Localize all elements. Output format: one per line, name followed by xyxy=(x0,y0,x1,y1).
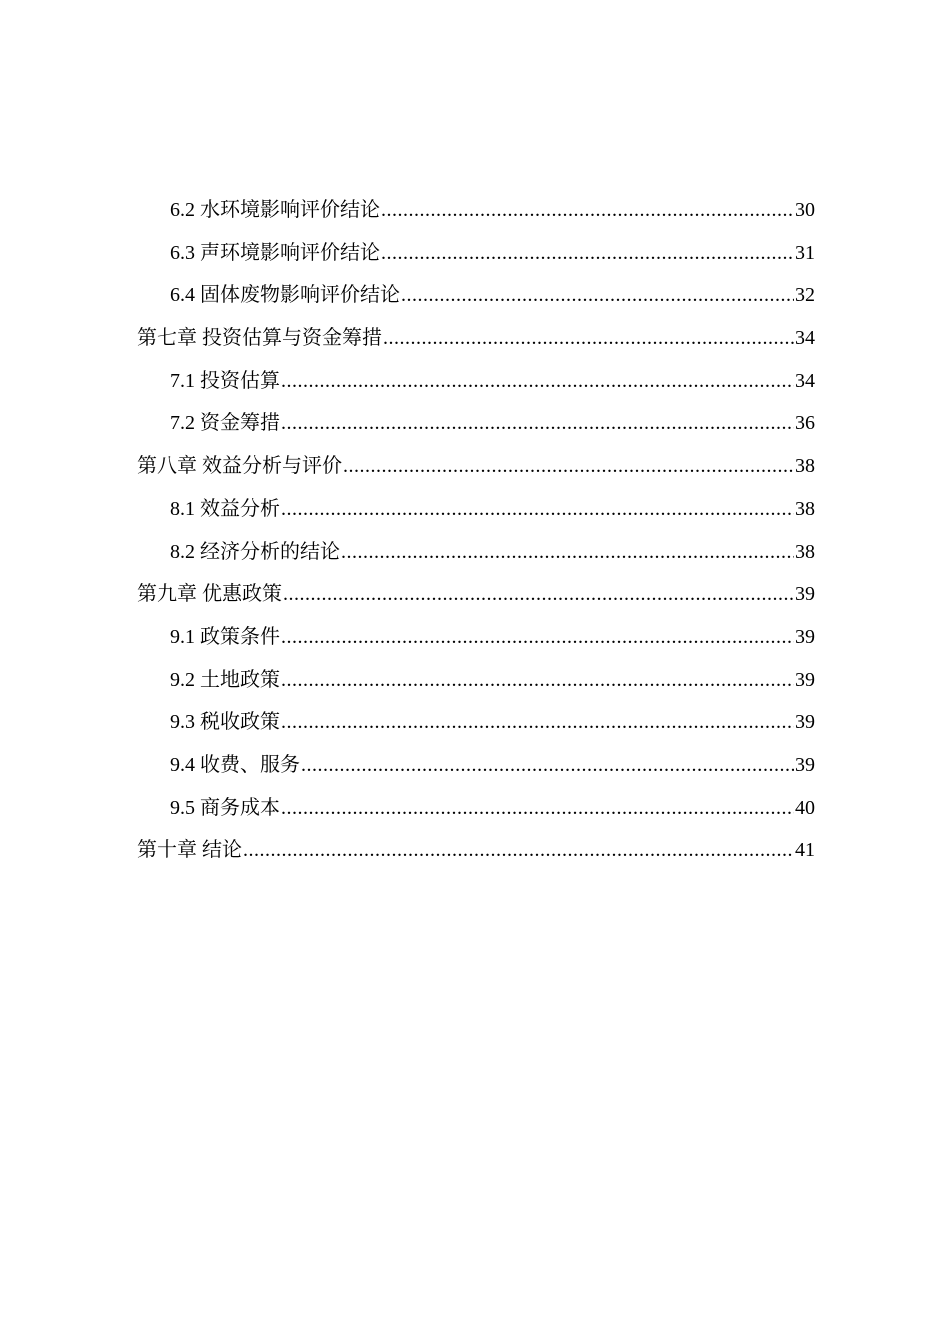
toc-page-number: 38 xyxy=(795,540,815,563)
toc-page-number: 36 xyxy=(795,412,815,435)
toc-dot-leader xyxy=(281,787,794,830)
toc-dot-leader xyxy=(281,360,794,403)
toc-entry-label: 第七章 投资估算与资金筹措 xyxy=(137,317,383,360)
toc-page-number: 40 xyxy=(795,796,815,819)
toc-entry-label: 6.4 固体废物影响评价结论 xyxy=(170,274,401,317)
toc-page-number: 39 xyxy=(795,583,815,606)
toc-entry-6-2[interactable] xyxy=(137,189,815,232)
toc-entry-6-3[interactable] xyxy=(137,232,815,275)
toc-dot-leader xyxy=(301,744,794,787)
toc-page-number: 34 xyxy=(795,327,815,350)
toc-entry-label: 6.3 声环境影响评价结论 xyxy=(170,232,381,275)
toc-dot-leader xyxy=(243,829,794,872)
toc-entry-label: 第十章 结论 xyxy=(137,829,243,872)
toc-dot-leader xyxy=(343,445,794,488)
toc-dot-leader xyxy=(381,232,794,275)
toc-entry-8-1[interactable] xyxy=(137,488,815,531)
toc-entry-label: 9.4 收费、服务 xyxy=(170,744,301,787)
toc-entry-label: 8.1 效益分析 xyxy=(170,488,281,531)
toc-page-number: 38 xyxy=(795,497,815,520)
toc-entry-label: 6.2 水环境影响评价结论 xyxy=(170,189,381,232)
toc-page-number: 39 xyxy=(795,753,815,776)
toc-page-number: 39 xyxy=(795,625,815,648)
toc-entry-chapter-10[interactable] xyxy=(137,829,815,872)
toc-dot-leader xyxy=(281,659,794,702)
toc-entry-chapter-7[interactable] xyxy=(137,317,815,360)
toc-dot-leader xyxy=(383,317,794,360)
toc-entry-9-1[interactable] xyxy=(137,616,815,659)
toc-dot-leader xyxy=(283,573,794,616)
toc-entry-7-2[interactable] xyxy=(137,402,815,445)
toc-dot-leader xyxy=(281,701,794,744)
toc-page-number: 32 xyxy=(795,284,815,307)
toc-entry-9-4[interactable] xyxy=(137,744,815,787)
toc-page-number: 30 xyxy=(795,199,815,221)
toc-dot-leader xyxy=(281,488,794,531)
toc-entry-label: 9.5 商务成本 xyxy=(170,787,281,830)
toc-entry-7-1[interactable] xyxy=(137,360,815,403)
toc-entry-label: 第九章 优惠政策 xyxy=(137,573,283,616)
toc-entry-chapter-8[interactable] xyxy=(137,445,815,488)
toc-entry-label: 第八章 效益分析与评价 xyxy=(137,445,343,488)
toc-entry-chapter-9[interactable] xyxy=(137,573,815,616)
toc-page-number: 31 xyxy=(795,241,815,264)
toc-page-number: 39 xyxy=(795,668,815,691)
toc-entry-9-2[interactable] xyxy=(137,659,815,702)
toc-page-number: 34 xyxy=(795,369,815,392)
toc-entry-label: 9.2 土地政策 xyxy=(170,659,281,702)
toc-entry-9-3[interactable] xyxy=(137,701,815,744)
toc-entry-label: 8.2 经济分析的结论 xyxy=(170,531,341,574)
toc-entry-label: 7.1 投资估算 xyxy=(170,360,281,403)
toc-dot-leader xyxy=(341,531,794,574)
toc-entry-6-4[interactable] xyxy=(137,274,815,317)
toc-entry-9-5[interactable] xyxy=(137,787,815,830)
toc-page-number: 38 xyxy=(795,455,815,478)
toc-dot-leader xyxy=(401,274,794,317)
toc-entry-label: 9.1 政策条件 xyxy=(170,616,281,659)
toc-page-number: 39 xyxy=(795,711,815,734)
toc-page-number: 41 xyxy=(795,839,815,862)
toc-entry-label: 9.3 税收政策 xyxy=(170,701,281,744)
toc-dot-leader xyxy=(381,189,794,232)
toc-dot-leader xyxy=(281,402,794,445)
toc-entry-8-2[interactable] xyxy=(137,531,815,574)
table-of-contents xyxy=(137,189,815,872)
toc-entry-label: 7.2 资金筹措 xyxy=(170,402,281,445)
toc-dot-leader xyxy=(281,616,794,659)
